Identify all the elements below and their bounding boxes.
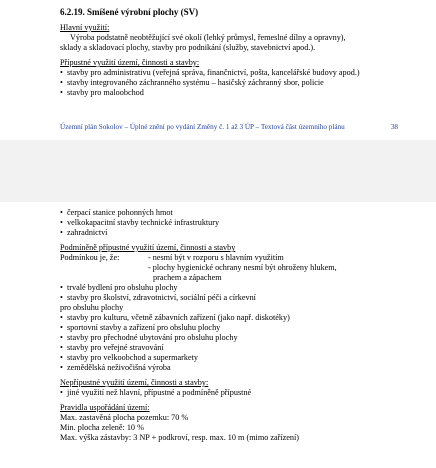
condition-item: prachem a zápachem (153, 273, 222, 282)
list-item: • stavby integrovaného záchranného systému – hasičský záchranný sbor, policie (60, 78, 416, 88)
page-number: 38 (390, 123, 398, 131)
list-item: • stavby pro veřejné stravování (60, 343, 416, 353)
permitted-list-continued (60, 208, 416, 238)
permitted-title: Přípustné využití území, činnosti a stavby: (60, 58, 200, 67)
prohibited-title: Nepřípustné využití území, činnosti a stavby: (60, 378, 209, 387)
list-item: • velkokapacitní stavby technické infrastruktury (60, 218, 416, 228)
page-gap (0, 140, 436, 202)
page-2 (0, 202, 436, 468)
condition-label: Podmínkou je, že: (60, 253, 120, 262)
list-item: • stavby pro velkoobchod a supermarkety (60, 353, 416, 363)
condition-item: - plochy hygienické ochrany nesmí být ohroženy hlukem, (148, 263, 337, 272)
rules-title: Pravidla uspořádání území: (60, 403, 150, 412)
list-item: • trvalé bydlení pro obsluhu plochy (60, 283, 416, 293)
rule-line: Max. zastavěná plocha pozemku: 70 % (60, 413, 189, 422)
page-footer (60, 122, 398, 132)
conditional-list-rest (60, 313, 416, 373)
list-item: • jiné využití než hlavní, přípustné a podmíněně přípustné (60, 388, 416, 398)
main-use-text-line-2: sklady a skladovací plochy, stavby pro podnikání (služby, stavebnictví apod.). (60, 43, 316, 52)
list-item: • stavby pro administrativu (veřejná správa, finančnictví, pošta, kancelářské budovy apod.) (60, 68, 416, 78)
permitted-list (60, 68, 416, 98)
list-item: • zemědělská neživočišná výroba (60, 363, 416, 373)
conditional-list (60, 283, 416, 303)
footer-text: Územní plán Sokolov – Úplné znění po vydání Změny č. 1 až 3 ÚP – Textová část územního plánu (60, 123, 345, 131)
list-item: • zahradnictví (60, 228, 416, 238)
condition-item: - nesmí být v rozporu s hlavním využitím (148, 253, 284, 262)
page-1-content (60, 6, 416, 98)
main-use-title: Hlavní využití: (60, 23, 110, 32)
list-item: • stavby pro kulturu, včetně zábavních zařízení (jako např. diskotéky) (60, 313, 416, 323)
list-item: • stavby pro maloobchod (60, 88, 416, 98)
page-1 (0, 0, 436, 140)
rule-line: Min. plocha zeleně: 10 % (60, 423, 144, 432)
list-item-continuation: pro obsluhu plochy (60, 303, 124, 312)
conditional-title: Podmíněně přípustné využití území, činnosti a stavby (60, 243, 236, 252)
rule-line: Max. výška zástavby: 3 NP + podkroví, resp. max. 10 m (mimo zařízení) (60, 433, 299, 442)
condition-items (140, 253, 337, 283)
page-2-content (60, 208, 416, 443)
section-heading: 6.2.19. Smíšené výrobní plochy (SV) (60, 7, 199, 17)
list-item: • sportovní stavby a zařízení pro obsluhu plochy (60, 323, 416, 333)
main-use-text-line-1: Výroba podstatně neobtěžující své okolí (lehký průmysl, řemeslné dílny a opravny), (70, 33, 346, 42)
list-item: • čerpací stanice pohonných hmot (60, 208, 416, 218)
condition-block (60, 253, 416, 283)
list-item: • stavby pro přechodné ubytování pro obsluhu plochy (60, 333, 416, 343)
list-item: • stavby pro školství, zdravotnictví, sociální péči a církevní (60, 293, 416, 303)
prohibited-list (60, 388, 416, 398)
